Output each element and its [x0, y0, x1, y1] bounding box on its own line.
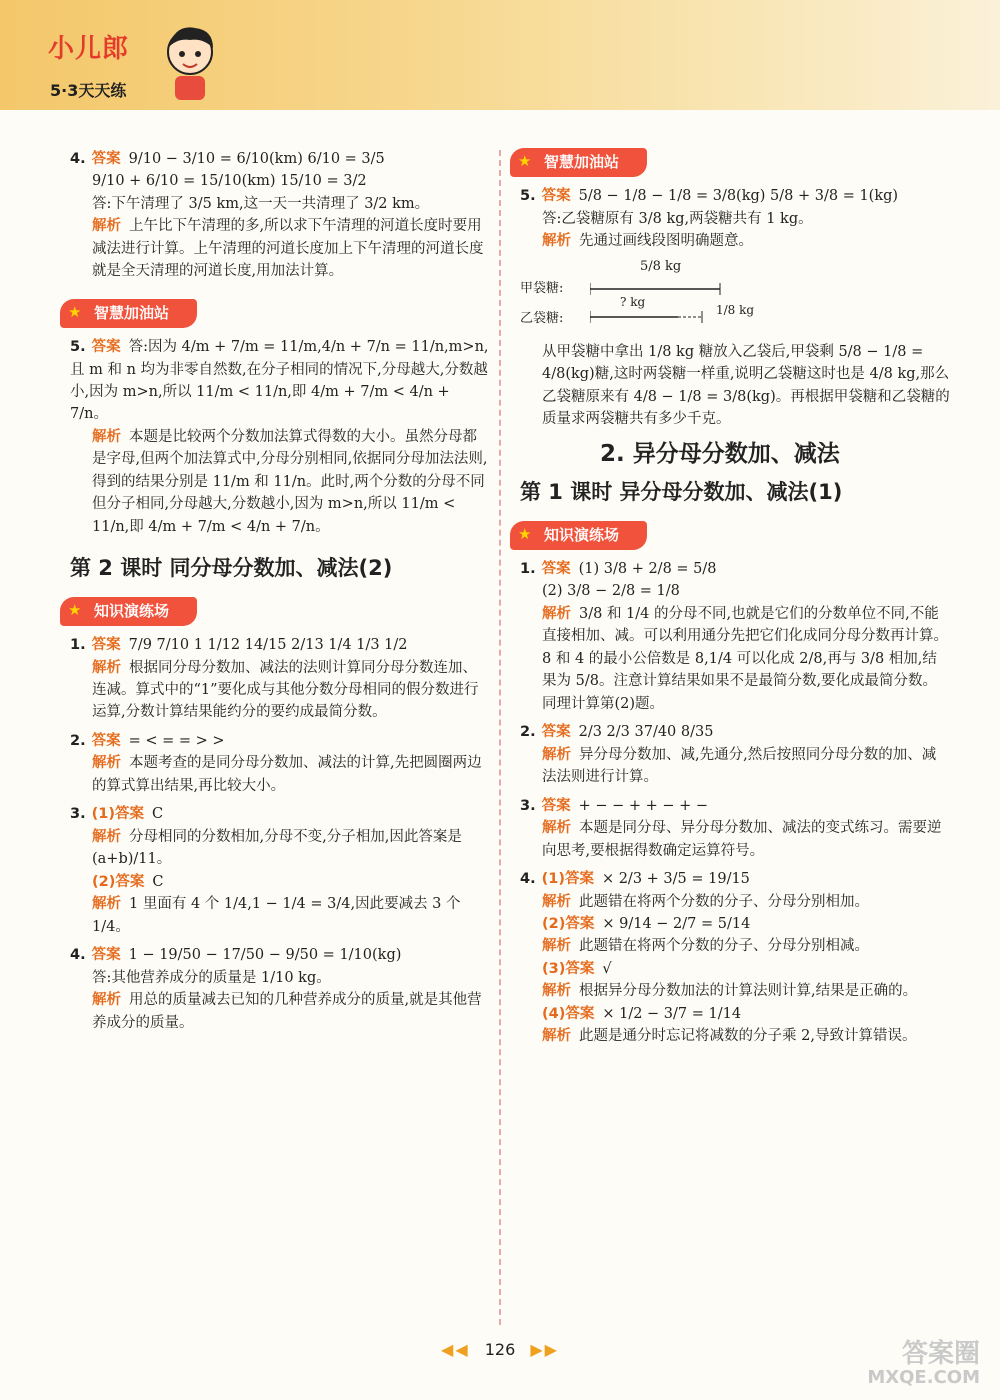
- explanation-text: 从甲袋糖中拿出 1/8 kg 糖放入乙袋后,甲袋剩 5/8 − 1/8 = 4/8(kg)糖,这时两袋糖一样重,说明乙袋糖这时也是 4/8 kg,那么乙袋糖原来有 4/8 − 1/8 = 3/8(kg)。再根据甲袋糖和乙袋糖的质量求两袋糖共有多少千克。: [542, 343, 950, 428]
- watermark: [867, 1340, 980, 1388]
- page-footer: [0, 1340, 1000, 1359]
- explanation-label: 解析: [542, 1028, 571, 1045]
- answer-text: (1) 3/8 + 2/8 = 5/8: [578, 560, 717, 577]
- question-number: 3.: [520, 797, 536, 814]
- explanation-text: 本题是比较两个分数加法算式得数的大小。虽然分母都是字母,但两个加法算式中,分母分别相同,依据同分母加法法则,得到的结果分别是 11/m 和 11/n。此时,两个分数的分母不同但分子相同,分母越大,分数越小,因为 m>n,所以 11/m < 11/n,即 4/m + 7/m < 4/n + 7/n。: [92, 428, 488, 535]
- left-q5: [70, 336, 490, 538]
- explanation-text: 此题错在将两个分数的分子、分母分别相减。: [579, 938, 869, 955]
- question-number: 2.: [70, 732, 86, 749]
- section-banner: ★ 智慧加油站: [60, 299, 197, 328]
- question-number: 1.: [70, 637, 86, 654]
- explanation-text: 用总的质量减去已知的几种营养成分的质量,就是其他营养成分的质量。: [92, 992, 482, 1031]
- answer-text: C: [151, 806, 164, 823]
- explanation-label: 解析: [92, 828, 121, 845]
- diagram-label: 甲袋糖:: [520, 280, 564, 296]
- question-number: 5.: [70, 339, 86, 356]
- answer-label: 答案: [541, 188, 571, 205]
- lesson-title: 第 1 课时 异分母分数加、减法(1): [520, 480, 843, 505]
- explanation-text: 根据同分母分数加、减法的法则计算同分母分数连加、连减。算式中的“1”要化成与其他分数分母相同的假分数进行运算,分数计算结果能约分的要约成最简分数。: [92, 659, 479, 721]
- answer-text: (2) 3/8 − 2/8 = 1/8: [542, 583, 680, 600]
- right-p2: [520, 721, 950, 788]
- explanation-label: 解析: [542, 893, 571, 910]
- answer-label: 答案: [541, 560, 571, 577]
- explanation-label: 解析: [542, 605, 571, 622]
- question-number: 4.: [70, 947, 86, 964]
- answer-label: (4)答案: [542, 1005, 595, 1022]
- left-p4: [70, 944, 490, 1034]
- left-p1: [70, 634, 490, 724]
- brand-subtitle: 5·3天天练: [50, 81, 127, 100]
- answer-label: 答案: [541, 724, 571, 741]
- lesson-title: 第 2 课时 同分母分数加、减法(2): [70, 556, 393, 581]
- explanation-label: 解析: [92, 896, 121, 913]
- explanation-text: 本题是同分母、异分母分数加、减法的变式练习。需要逆向思考,要根据得数确定运算符号。: [542, 820, 942, 859]
- next-arrows-icon: ▶▶: [530, 1340, 559, 1359]
- diagram-label: 乙袋糖:: [520, 310, 564, 326]
- explanation-label: 解析: [542, 746, 571, 763]
- question-number: 5.: [520, 188, 536, 205]
- answer-label: 答案: [91, 339, 121, 356]
- page-header: [0, 0, 1000, 110]
- answer-text: √: [602, 960, 612, 977]
- answer-label: 答案: [91, 947, 121, 964]
- explanation-label: 解析: [92, 218, 121, 235]
- answer-text: C: [152, 873, 164, 890]
- left-q4: [70, 148, 490, 283]
- left-column: [70, 148, 490, 1040]
- mascot-icon: [155, 18, 225, 104]
- answer-label: 答案: [91, 151, 121, 167]
- explanation-label: 解析: [92, 755, 121, 772]
- question-number: 2.: [520, 724, 536, 741]
- brand-logo: 小儿郎: [48, 34, 130, 64]
- line-segment-diagram: [520, 257, 950, 335]
- answer-label: (1)答案: [541, 871, 594, 888]
- explanation-label: 解析: [542, 820, 571, 837]
- explanation-text: 本题考查的是同分母分数加、减法的计算,先把圆圈两边的算式算出结果,再比较大小。: [92, 755, 482, 794]
- answer-text: 9/10 − 3/10 = 6/10(km) 6/10 = 3/5: [128, 151, 385, 167]
- answer-label: 答案: [541, 797, 571, 814]
- question-number: 1.: [520, 560, 536, 577]
- answer-text: + − − + + − + −: [578, 797, 709, 814]
- right-p1: [520, 558, 950, 715]
- column-divider: [499, 150, 501, 1325]
- left-p3: [70, 803, 490, 938]
- chapter-title: 2. 异分母分数加、减法: [600, 440, 840, 467]
- question-number: 4.: [520, 871, 536, 888]
- right-p3: [520, 795, 950, 862]
- explanation-text: 异分母分数加、减,先通分,然后按照同分母分数的加、减法法则进行计算。: [542, 746, 937, 786]
- answer-text: × 2/3 + 3/5 = 19/15: [601, 871, 750, 888]
- answer-text: 7/9 7/10 1 1/12 14/15 2/13 1/4 1/3 1/2: [128, 637, 408, 654]
- question-number: 3.: [70, 806, 86, 823]
- explanation-label: 解析: [542, 233, 571, 250]
- prev-arrows-icon: ◀◀: [441, 1340, 470, 1359]
- explanation-text: 此题是通分时忘记将减数的分子乘 2,导致计算错误。: [579, 1028, 917, 1045]
- answer-text: = < = = > >: [128, 732, 225, 749]
- answer-label: 答案: [91, 732, 121, 749]
- explanation-text: 先通过画线段图明确题意。: [579, 233, 753, 250]
- diagram-label: ? kg: [620, 294, 646, 309]
- right-column: [520, 148, 950, 1054]
- explanation-text: 上午比下午清理的多,所以求下午清理的河道长度时要用减法进行计算。上午清理的河道长度加上下午清理的河道长度就是全天清理的河道长度,用加法计算。: [92, 218, 484, 280]
- diagram-label: 1/8 kg: [716, 302, 755, 317]
- explanation-label: 解析: [92, 428, 121, 445]
- explanation-label: 解析: [542, 938, 571, 955]
- answer-label: (1)答案: [91, 806, 144, 823]
- answer-text: 9/10 + 6/10 = 15/10(km) 15/10 = 3/2: [92, 173, 367, 190]
- answer-text: × 1/2 − 3/7 = 1/14: [602, 1005, 742, 1022]
- section-banner: ★ 智慧加油站: [510, 148, 647, 177]
- answer-text: 答:乙袋糖原有 3/8 kg,两袋糖共有 1 kg。: [542, 210, 813, 227]
- explanation-text: 此题错在将两个分数的分子、分母分别相加。: [579, 893, 869, 910]
- page-number: 126: [484, 1340, 516, 1359]
- diagram-label: 5/8 kg: [640, 258, 682, 274]
- answer-text: 2/3 2/3 37/40 8/35: [578, 724, 714, 741]
- right-q5: [520, 185, 950, 430]
- explanation-text: 根据异分母分数加法的计算法则计算,结果是正确的。: [579, 983, 918, 1000]
- answer-label: 答案: [91, 637, 121, 654]
- explanation-text: 分母相同的分数相加,分母不变,分子相加,因此答案是 (a+b)/11。: [92, 828, 462, 868]
- watermark-url: MXQE.COM: [867, 1367, 980, 1389]
- explanation-text: 3/8 和 1/4 的分母不同,也就是它们的分数单位不同,不能直接相加、减。可以利用通分先把它们化成同分母分数再计算。8 和 4 的最小公倍数是 8,1/4 可以化成 2/8,再与 3/8 相加,结果为 5/8。注意计算结果如果不是最简分数,要化成最简分数。同理计算第(2)题。: [542, 605, 948, 712]
- explanation-label: 解析: [92, 659, 121, 676]
- explanation-label: 解析: [92, 992, 121, 1009]
- left-p2: [70, 730, 490, 797]
- explanation-text: 1 里面有 4 个 1/4,1 − 1/4 = 3/4,因此要减去 3 个 1/4。: [92, 896, 461, 935]
- answer-label: (2)答案: [92, 873, 145, 890]
- segment-bars: [590, 275, 730, 331]
- watermark-text: 答案圈: [901, 1338, 980, 1369]
- section-banner: ★ 知识演练场: [510, 521, 647, 550]
- answer-text: 答:其他营养成分的质量是 1/10 kg。: [92, 969, 331, 986]
- answer-text: 答:下午清理了 3/5 km,这一天一共清理了 3/2 km。: [92, 195, 430, 212]
- section-banner: ★ 知识演练场: [60, 597, 197, 626]
- right-p4: [520, 868, 950, 1048]
- question-number: 4.: [70, 151, 86, 167]
- answer-label: (2)答案: [542, 916, 595, 932]
- explanation-label: 解析: [542, 983, 571, 1000]
- answer-text: × 9/14 − 2/7 = 5/14: [602, 916, 751, 932]
- answer-text: 1 − 19/50 − 17/50 − 9/50 = 1/10(kg): [128, 947, 402, 964]
- answer-label: (3)答案: [542, 960, 595, 977]
- answer-text: 5/8 − 1/8 − 1/8 = 3/8(kg) 5/8 + 3/8 = 1(kg): [578, 188, 899, 205]
- answer-text: 答:因为 4/m + 7/m = 11/m,4/n + 7/n = 11/n,m>n,且 m 和 n 均为非零自然数,在分子相同的情况下,分母越大,分数越小,因为 m>n,所以 11/m < 11/n,即 4/m + 7/m < 4/n + 7/n。: [70, 339, 489, 423]
